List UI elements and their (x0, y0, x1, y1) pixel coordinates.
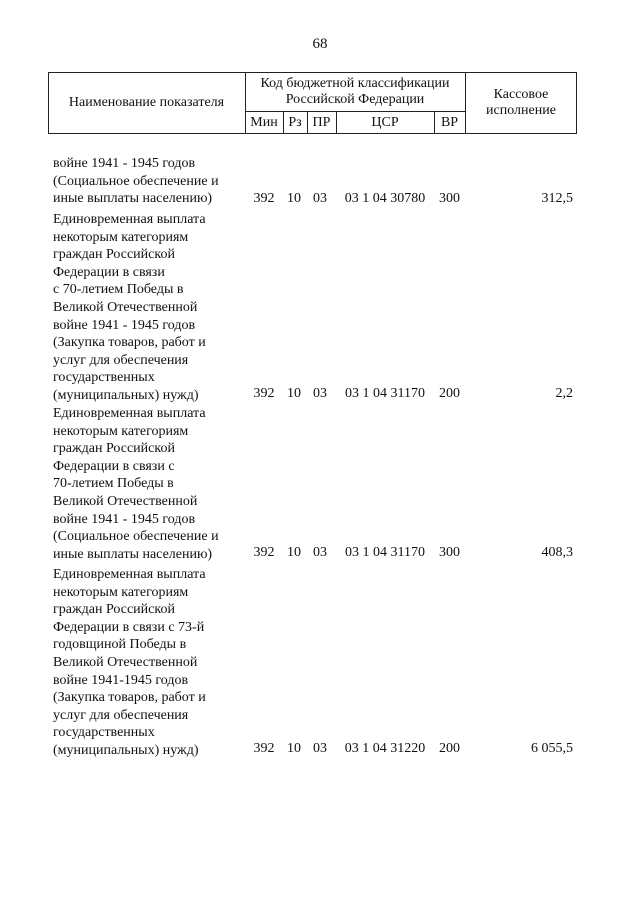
cell-rz: 10 (287, 191, 301, 206)
row-name-line: (Закупка товаров, работ и (53, 335, 206, 351)
row-name-line: государственных (53, 725, 155, 741)
cell-pr: 03 (313, 741, 327, 756)
row-name (53, 566, 253, 760)
row-name-line: Великой Отечественной (53, 299, 198, 315)
header-min: Мин (250, 115, 278, 130)
row-name-line: Великой Отечественной (53, 654, 198, 670)
row-name-line: услуг для обеспечения (53, 352, 189, 368)
page-number: 68 (312, 36, 328, 52)
row-name-line: (муниципальных) нужд) (53, 742, 199, 758)
row-name-line: услуг для обеспечения (53, 707, 189, 723)
row-name-line: (Социальное обеспечение и (53, 173, 219, 189)
cell-vr: 300 (439, 191, 460, 206)
row-name-line: Единовременная выплата (53, 567, 206, 582)
cell-pr: 03 (313, 191, 327, 206)
cell-min: 392 (253, 741, 275, 756)
cell-rz: 10 (287, 545, 301, 560)
row-name-line: государственных (53, 370, 155, 386)
cell-vr: 200 (439, 386, 460, 401)
cell-amount: 408,3 (541, 545, 573, 560)
cell-min: 392 (253, 545, 275, 560)
row-name-line: Великой Отечественной (53, 493, 198, 509)
header-amount (465, 72, 577, 134)
header-code-line2: Российской Федерации (285, 92, 425, 107)
row-name-line: граждан Российской (53, 602, 175, 618)
row-name-line: Федерации в связи с (53, 458, 175, 474)
row-name-line: (Закупка товаров, работ и (53, 690, 206, 706)
row-name-line: граждан Российской (53, 247, 175, 263)
cell-pr: 03 (313, 386, 327, 401)
row-name-line: Единовременная выплата (53, 406, 206, 421)
cell-pr: 03 (313, 545, 327, 560)
row-name-line: войне 1941 - 1945 годов (53, 511, 196, 527)
cell-min: 392 (253, 386, 275, 401)
row-name-line: (муниципальных) нужд) (53, 387, 199, 403)
row-name-line: Федерации в связи (53, 264, 165, 280)
header-vr: ВР (440, 115, 459, 130)
cell-amount: 312,5 (541, 191, 573, 206)
cell-csr: 03 1 04 31170 (345, 545, 425, 560)
header-name: Наименование показателя (68, 95, 225, 110)
row-name-line: граждан Российской (53, 441, 175, 457)
cell-csr: 03 1 04 31170 (345, 386, 425, 401)
header-rz: Рз (288, 115, 302, 130)
cell-rz: 10 (287, 741, 301, 756)
cell-vr: 200 (439, 741, 460, 756)
header-amount-line1: Кассовое (493, 87, 549, 102)
row-name-line: Единовременная выплата (53, 212, 206, 227)
row-name-line: войне 1941 - 1945 годов (53, 317, 196, 333)
row-name-line: некоторым категориям (53, 423, 189, 439)
cell-vr: 300 (439, 545, 460, 560)
row-name-line: некоторым категориям (53, 584, 189, 600)
row-name-line: войне 1941 - 1945 годов (53, 156, 196, 171)
row-name-line: годовщиной Победы в (53, 637, 187, 653)
row-name-line: 70-летием Победы в (53, 476, 174, 492)
header-csr: ЦСР (371, 115, 399, 130)
row-name (53, 405, 253, 563)
row-name-line: с 70-летием Победы в (53, 282, 184, 298)
header-pr: ПР (312, 115, 331, 130)
cell-min: 392 (253, 191, 275, 206)
cell-amount: 6 055,5 (531, 741, 573, 756)
row-name-line: (Социальное обеспечение и (53, 529, 219, 545)
row-name (53, 211, 253, 405)
header-code-group (245, 73, 465, 111)
cell-rz: 10 (287, 386, 301, 401)
cell-amount: 2,2 (555, 386, 573, 401)
cell-csr: 03 1 04 31220 (344, 741, 426, 756)
cell-csr: 03 1 04 30780 (344, 191, 426, 206)
row-name-line: некоторым категориям (53, 229, 189, 245)
header-amount-line2: исполнение (486, 103, 556, 118)
row-name-line: войне 1941-1945 годов (53, 672, 189, 688)
header-code-line1: Код бюджетной классификации (260, 76, 450, 91)
row-name-line: Федерации в связи с 73-й (53, 619, 205, 635)
row-name-line: иные выплаты населению) (53, 546, 213, 562)
row-name-line: иные выплаты населению) (53, 191, 213, 207)
row-name (53, 155, 253, 208)
